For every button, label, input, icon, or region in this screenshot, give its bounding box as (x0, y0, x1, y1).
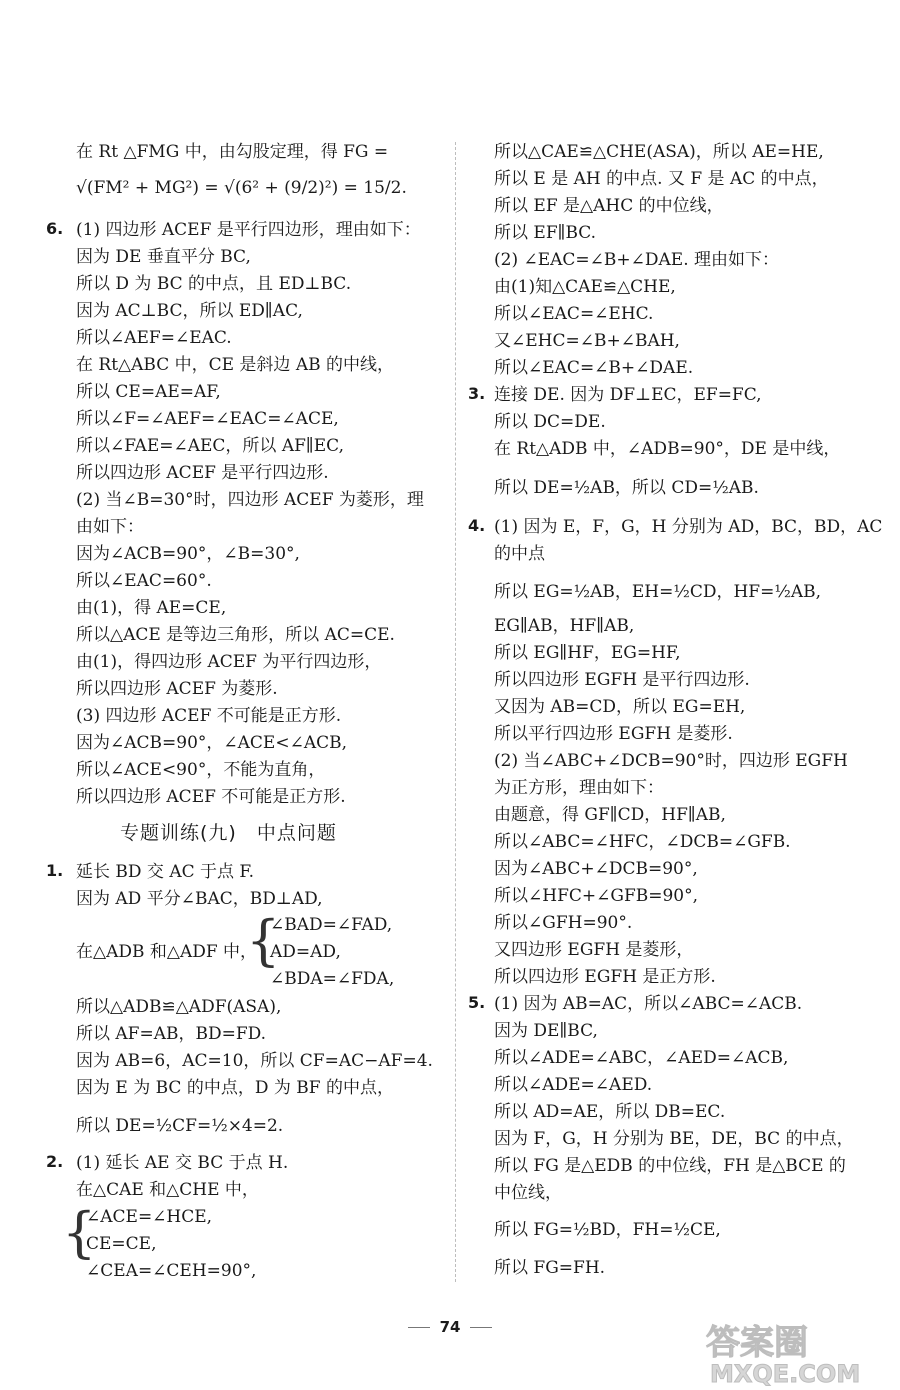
text-line: CE=CE, (86, 1234, 157, 1254)
text-line: (1) 因为 E，F，G，H 分别为 AD，BC，BD，AC (494, 517, 883, 537)
text-line: 在 Rt△ADB 中，∠ADB=90°，DE 是中线， (494, 439, 841, 459)
text-line: 所以∠F=∠AEF=∠EAC=∠ACE, (76, 409, 339, 429)
text-line: 由(1)，得 AE=CE, (76, 598, 227, 618)
text-line: (3) 四边形 ACEF 不可能是正方形. (76, 706, 342, 726)
text-line: 延长 BD 交 AC 于点 F. (76, 862, 254, 882)
text-line: 的中点 (494, 544, 545, 564)
text-line: 在 Rt △FMG 中，由勾股定理，得 FG = (76, 142, 389, 162)
text-line: 所以∠EAC=∠EHC. (494, 304, 654, 324)
text-line: 在 Rt△ABC 中，CE 是斜边 AB 的中线， (76, 355, 395, 375)
text-line: 所以∠ADE=∠AED. (494, 1075, 653, 1095)
text-line: 所以四边形 EGFH 是正方形. (494, 967, 716, 987)
text-line: 为正方形，理由如下： (494, 778, 664, 798)
text-line: 由(1)知△CAE≌△CHE, (494, 277, 676, 297)
text-line: 所以 FG=½BD，FH=½CE, (494, 1220, 721, 1240)
text-line: 所以 CE=AE=AF, (76, 382, 221, 402)
text-line: 所以△ADB≌△ADF(ASA), (76, 997, 282, 1017)
text-line: 所以 D 为 BC 的中点，且 ED⊥BC. (76, 274, 352, 294)
text-line: 所以∠ADE=∠ABC，∠AED=∠ACB, (494, 1048, 789, 1068)
text-line: 由如下： (76, 517, 144, 537)
text-line: 因为 AB=6，AC=10，所以 CF=AC−AF=4. (76, 1051, 433, 1071)
text-line: 所以 DC=DE. (494, 412, 606, 432)
text-line: 因为∠ACB=90°，∠ACE<∠ACB, (76, 733, 348, 753)
question-number: 3. (468, 384, 486, 403)
text-line: 因为∠ACB=90°，∠B=30°, (76, 544, 300, 564)
text-line: 所以四边形 ACEF 为菱形. (76, 679, 278, 699)
text-line: (2) ∠EAC=∠B+∠DAE. 理由如下： (494, 250, 780, 270)
text-line: 所以∠AEF=∠EAC. (76, 328, 232, 348)
text-line: 所以 EF 是△AHC 的中位线， (494, 196, 724, 216)
watermark-logo (696, 1318, 886, 1388)
text-line: (1) 因为 AB=AC，所以∠ABC=∠ACB. (494, 994, 803, 1014)
section-heading: 专题训练(九) 中点问题 (120, 822, 337, 844)
text-line: 因为 E 为 BC 的中点，D 为 BF 的中点， (76, 1078, 394, 1098)
question-number: 5. (468, 993, 486, 1012)
text-line: 所以∠HFC+∠GFB=90°, (494, 886, 699, 906)
text-line: 所以四边形 ACEF 是平行四边形. (76, 463, 329, 483)
text-line: 在△CAE 和△CHE 中， (76, 1180, 259, 1200)
text-line: 由题意，得 GF∥CD，HF∥AB, (494, 805, 726, 825)
text-line: ∠ACE=∠HCE, (86, 1207, 213, 1227)
text-line: (2) 当∠B=30°时，四边形 ACEF 为菱形，理 (76, 490, 424, 510)
text-line: 在△ADB 和△ADF 中， (76, 942, 258, 962)
text-line: 因为 F，G，H 分别为 BE，DE，BC 的中点， (494, 1129, 854, 1149)
question-number: 1. (46, 861, 64, 880)
text-line: 所以 DE=½AB，所以 CD=½AB. (494, 478, 759, 498)
text-line: 所以平行四边形 EGFH 是菱形. (494, 724, 733, 744)
text-line: 所以∠EAC=60°. (76, 571, 212, 591)
text-line: 中位线， (494, 1183, 562, 1203)
text-line: 所以∠GFH=90°. (494, 913, 633, 933)
text-line: 所以 FG 是△EDB 的中位线，FH 是△BCE 的 (494, 1156, 846, 1176)
text-line: 所以△ACE 是等边三角形，所以 AC=CE. (76, 625, 395, 645)
text-line: 又∠EHC=∠B+∠BAH, (494, 331, 680, 351)
question-number: 4. (468, 516, 486, 535)
text-line: ∠BDA=∠FDA, (270, 969, 395, 989)
text-line: 所以∠ACE<90°，不能为直角， (76, 760, 326, 780)
text-line: 所以 AF=AB，BD=FD. (76, 1024, 267, 1044)
text-line: 所以 EF∥BC. (494, 223, 597, 243)
text-line: EG∥AB，HF∥AB, (494, 616, 635, 636)
text-line: (1) 延长 AE 交 BC 于点 H. (76, 1153, 289, 1173)
text-line: AD=AD, (270, 942, 341, 962)
text-line: 所以△CAE≌△CHE(ASA)，所以 AE=HE, (494, 142, 824, 162)
text-line: 所以四边形 ACEF 不可能是正方形. (76, 787, 346, 807)
brace-symbol: { (62, 1201, 97, 1264)
page-number-text: 74 (439, 1318, 461, 1336)
text-line: 所以 AD=AE，所以 DB=EC. (494, 1102, 726, 1122)
watermark-title: 答案圈 (706, 1323, 808, 1363)
question-number: 2. (46, 1152, 64, 1171)
text-line: 所以 EG∥HF，EG=HF, (494, 643, 681, 663)
text-line: 因为 AD 平分∠BAC，BD⊥AD, (76, 889, 323, 909)
text-line: 又因为 AB=CD，所以 EG=EH, (494, 697, 746, 717)
text-line: 因为 AC⊥BC，所以 ED∥AC, (76, 301, 303, 321)
text-line: 因为 DE 垂直平分 BC, (76, 247, 251, 267)
text-line: 又四边形 EGFH 是菱形， (494, 940, 694, 960)
question-number: 6. (46, 219, 64, 238)
text-line: (1) 四边形 ACEF 是平行四边形，理由如下： (76, 220, 421, 240)
text-line: 因为∠ABC+∠DCB=90°, (494, 859, 698, 879)
text-line: 所以 EG=½AB，EH=½CD，HF=½AB, (494, 582, 821, 602)
text-line: ∠BAD=∠FAD, (270, 915, 393, 935)
text-line: 所以 FG=FH. (494, 1258, 606, 1278)
text-line: (2) 当∠ABC+∠DCB=90°时，四边形 EGFH (494, 751, 848, 771)
text-line: 所以∠EAC=∠B+∠DAE. (494, 358, 694, 378)
text-line: 所以四边形 EGFH 是平行四边形. (494, 670, 750, 690)
text-line: 所以 DE=½CF=½×4=2. (76, 1116, 284, 1136)
text-line: 所以∠ABC=∠HFC，∠DCB=∠GFB. (494, 832, 791, 852)
column-divider (455, 142, 456, 1282)
text-line: 连接 DE. 因为 DF⊥EC，EF=FC, (494, 385, 762, 405)
text-line: 因为 DE∥BC, (494, 1021, 598, 1041)
text-line: 由(1)，得四边形 ACEF 为平行四边形， (76, 652, 382, 672)
text-line: √(FM² + MG²) = √(6² + (9/2)²) = 15/2. (76, 178, 407, 198)
text-line: 所以∠FAE=∠AEC，所以 AF∥EC, (76, 436, 344, 456)
text-line: 所以 E 是 AH 的中点. 又 F 是 AC 的中点， (494, 169, 829, 189)
brace-symbol: { (246, 909, 281, 972)
text-line: ∠CEA=∠CEH=90°, (86, 1261, 257, 1281)
watermark-url: MXQE.COM (710, 1360, 861, 1388)
